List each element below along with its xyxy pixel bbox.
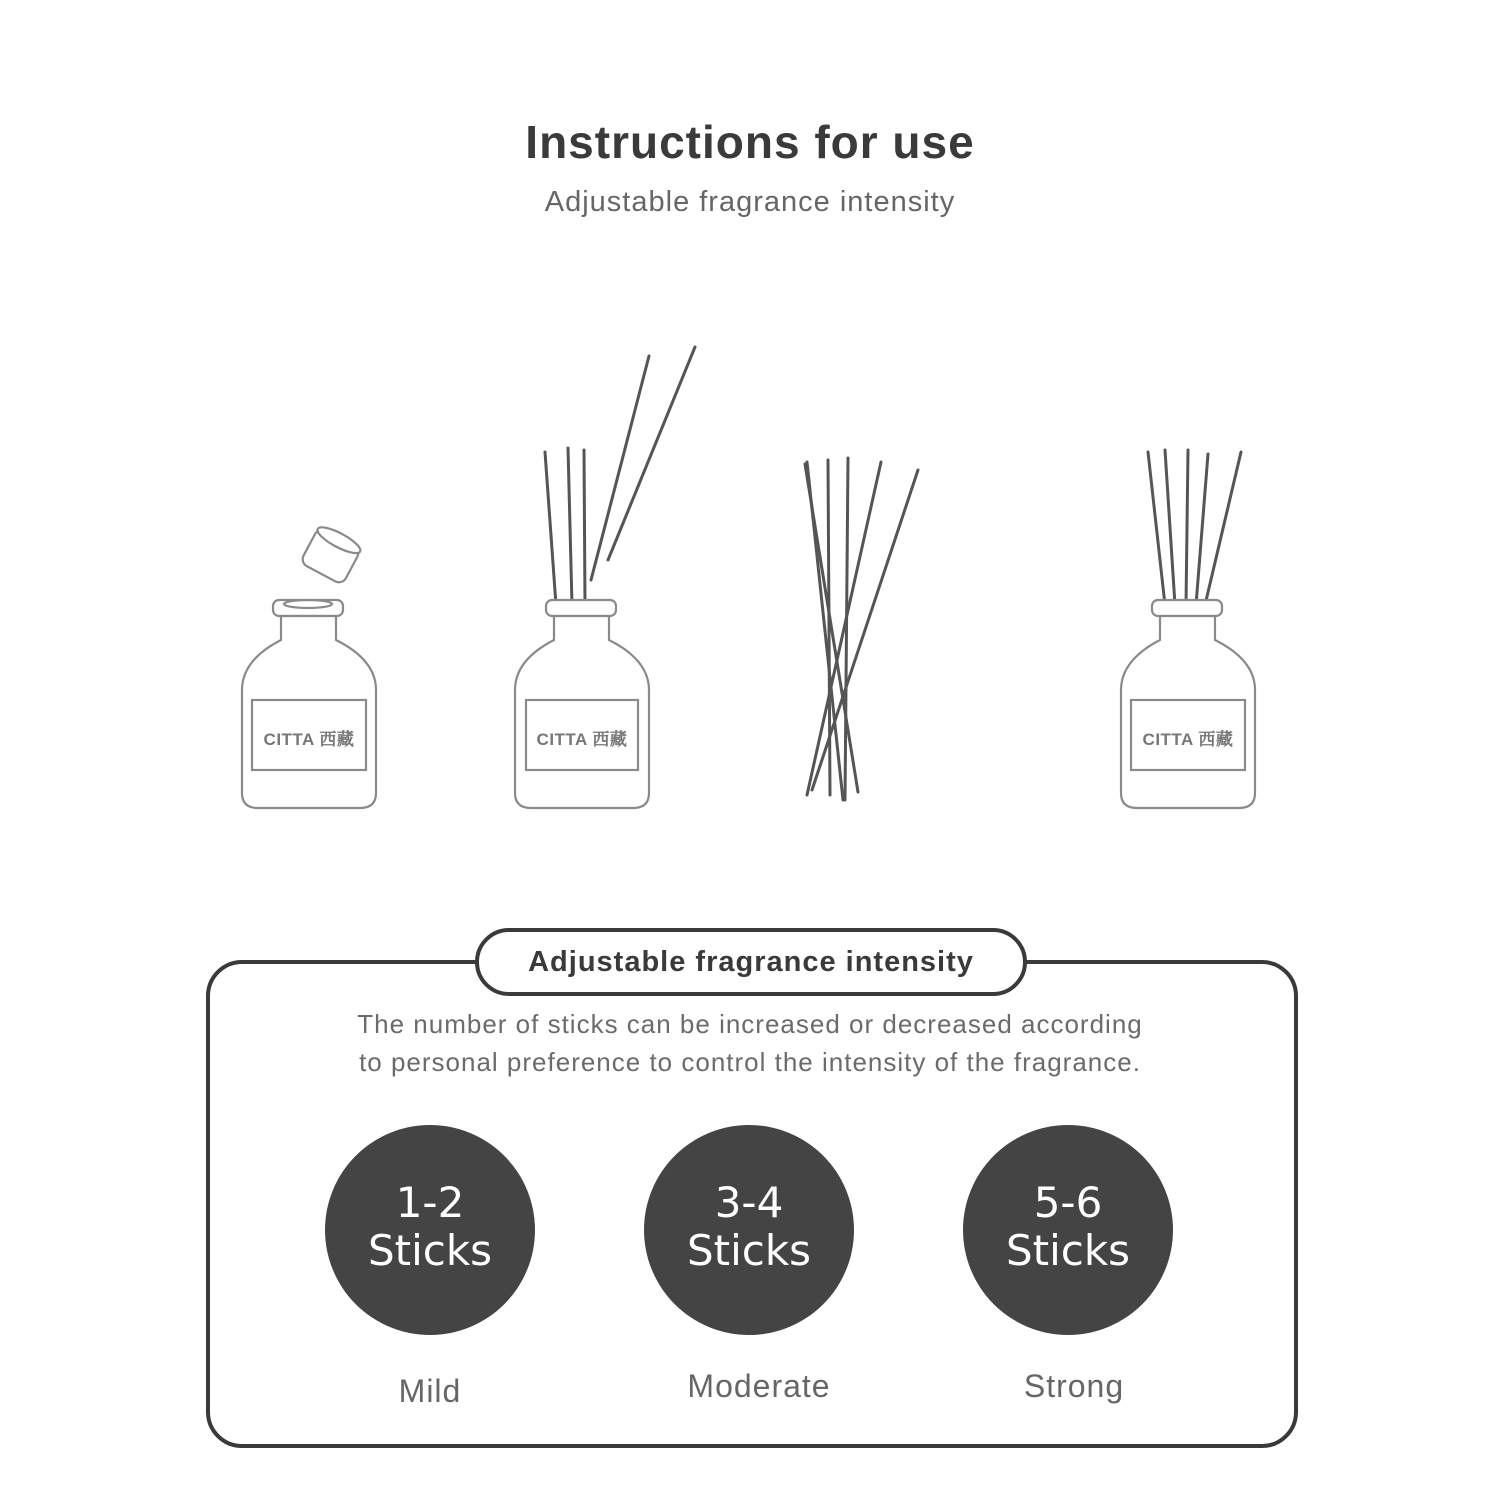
flipped-sticks-icon [805, 458, 918, 800]
intensity-badge-mild [325, 1125, 535, 1335]
intensity-heading: Adjustable fragrance intensity [475, 928, 1027, 996]
stick-unit: Sticks [1005, 1226, 1131, 1275]
bottle-label: CITTA 西藏 [536, 730, 628, 749]
stick-count: 3-4 [714, 1178, 784, 1227]
page-title: Instructions for use [525, 116, 975, 168]
intensity-description [210, 1005, 1290, 1081]
stick-count: 1-2 [395, 1178, 465, 1227]
stick-count: 5-6 [1033, 1178, 1103, 1227]
stick-unit: Sticks [686, 1226, 812, 1275]
intensity-label-mild: Mild [398, 1373, 462, 1409]
stick-unit: Sticks [367, 1226, 493, 1275]
bottle-inserting-sticks-icon [515, 347, 695, 808]
bottle-with-sticks-icon [1121, 450, 1255, 808]
bottle-label: CITTA 西藏 [1142, 730, 1234, 749]
intensity-label-moderate: Moderate [687, 1368, 831, 1404]
intensity-badge-moderate [644, 1125, 854, 1335]
description-line-2: to personal preference to control the intensity of the fragrance. [359, 1047, 1141, 1077]
description-line-1: The number of sticks can be increased or decreased according [357, 1009, 1143, 1039]
bottle-open-cap-icon [242, 523, 376, 808]
intensity-label-strong: Strong [1023, 1368, 1125, 1404]
bottle-label: CITTA 西藏 [263, 730, 355, 749]
page-subtitle: Adjustable fragrance intensity [544, 186, 956, 218]
intensity-badge-strong [963, 1125, 1173, 1335]
